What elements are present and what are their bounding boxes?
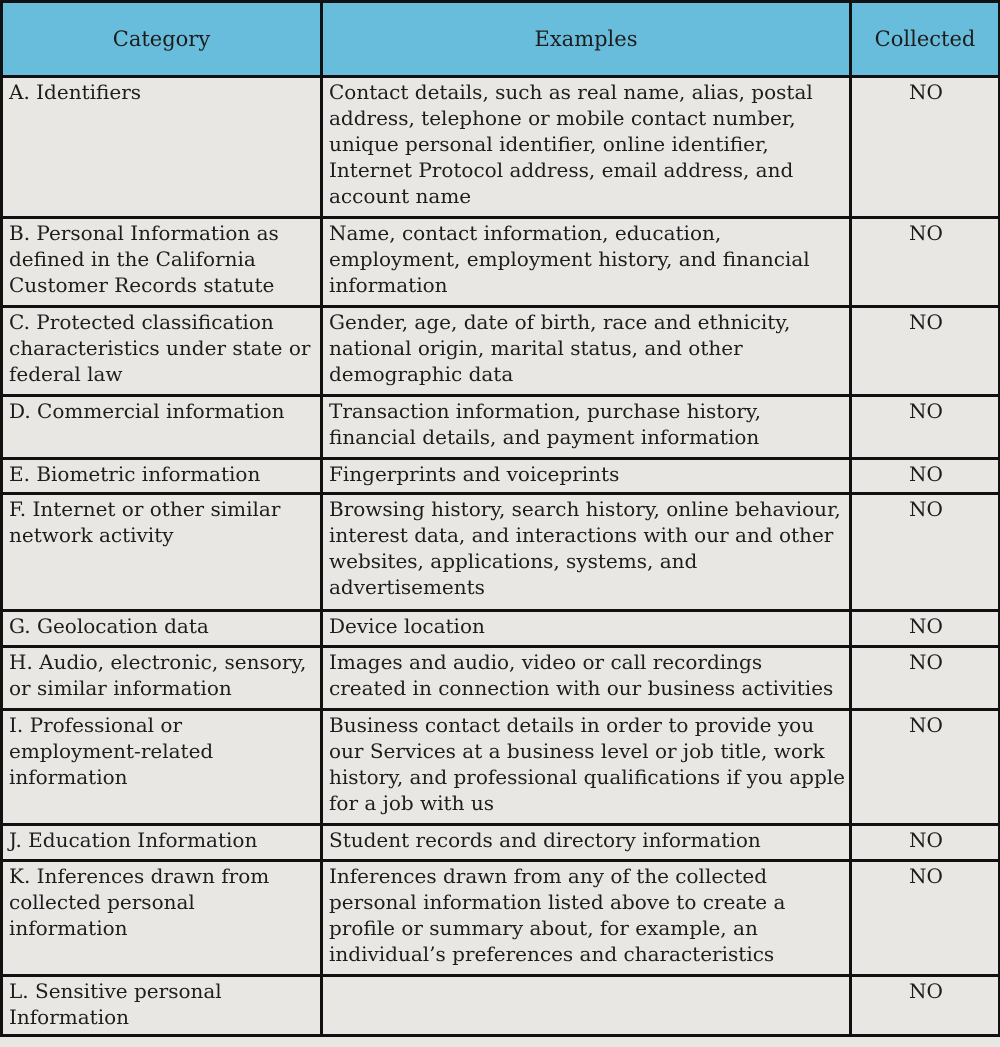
- table-row: [2, 825, 1000, 861]
- examples-cell: [322, 976, 851, 1036]
- header-collected: Collected: [851, 2, 1000, 77]
- examples-cell: Device location: [322, 611, 851, 647]
- header-row: [2, 2, 1000, 77]
- table-row: [2, 611, 1000, 647]
- collected-cell: NO: [851, 494, 1000, 611]
- table-body: [2, 77, 1000, 1036]
- category-cell: E. Biometric information: [2, 459, 322, 494]
- category-cell: C. Protected classification characteristics under state or federal law: [2, 307, 322, 396]
- table-row: [2, 396, 1000, 459]
- collected-cell: NO: [851, 307, 1000, 396]
- header-category: Category: [2, 2, 322, 77]
- table-row: [2, 307, 1000, 396]
- collected-cell: NO: [851, 77, 1000, 218]
- collected-cell: NO: [851, 976, 1000, 1036]
- table-row: [2, 976, 1000, 1036]
- category-cell: F. Internet or other similar network activity: [2, 494, 322, 611]
- examples-cell: Inferences drawn from any of the collected personal information listed above to create a profile or summary about, for example, an individual’s preferences and characteristics: [322, 861, 851, 976]
- examples-cell: Fingerprints and voiceprints: [322, 459, 851, 494]
- category-cell: L. Sensitive personal Information: [2, 976, 322, 1036]
- table-header: [2, 2, 1000, 77]
- table-row: [2, 459, 1000, 494]
- examples-cell: Student records and directory information: [322, 825, 851, 861]
- collected-cell: NO: [851, 825, 1000, 861]
- table-row: [2, 710, 1000, 825]
- table-row: [2, 647, 1000, 710]
- examples-cell: Transaction information, purchase history, financial details, and payment information: [322, 396, 851, 459]
- examples-cell: Gender, age, date of birth, race and ethnicity, national origin, marital status, and other demographic data: [322, 307, 851, 396]
- examples-cell: Business contact details in order to provide you our Services at a business level or job title, work history, and professional qualifications if you apple for a job with us: [322, 710, 851, 825]
- collected-cell: NO: [851, 647, 1000, 710]
- collected-cell: NO: [851, 710, 1000, 825]
- category-cell: A. Identifiers: [2, 77, 322, 218]
- examples-cell: Images and audio, video or call recordings created in connection with our business activities: [322, 647, 851, 710]
- collected-cell: NO: [851, 218, 1000, 307]
- examples-cell: Name, contact information, education, employment, employment history, and financial information: [322, 218, 851, 307]
- collected-cell: NO: [851, 861, 1000, 976]
- collected-cell: NO: [851, 396, 1000, 459]
- header-examples: Examples: [322, 2, 851, 77]
- category-cell: K. Inferences drawn from collected personal information: [2, 861, 322, 976]
- category-cell: G. Geolocation data: [2, 611, 322, 647]
- category-cell: B. Personal Information as defined in the California Customer Records statute: [2, 218, 322, 307]
- table-row: [2, 494, 1000, 611]
- category-cell: J. Education Information: [2, 825, 322, 861]
- category-cell: H. Audio, electronic, sensory, or similar information: [2, 647, 322, 710]
- table-row: [2, 861, 1000, 976]
- category-cell: I. Professional or employment-related information: [2, 710, 322, 825]
- collected-cell: NO: [851, 611, 1000, 647]
- category-cell: D. Commercial information: [2, 396, 322, 459]
- examples-cell: Contact details, such as real name, alias, postal address, telephone or mobile contact number, unique personal identifier, online identifier, Internet Protocol address, email address, and account name: [322, 77, 851, 218]
- table-row: [2, 218, 1000, 307]
- collected-cell: NO: [851, 459, 1000, 494]
- table-row: [2, 77, 1000, 218]
- examples-cell: Browsing history, search history, online behaviour, interest data, and interactions with our and other websites, applications, systems, and advertisements: [322, 494, 851, 611]
